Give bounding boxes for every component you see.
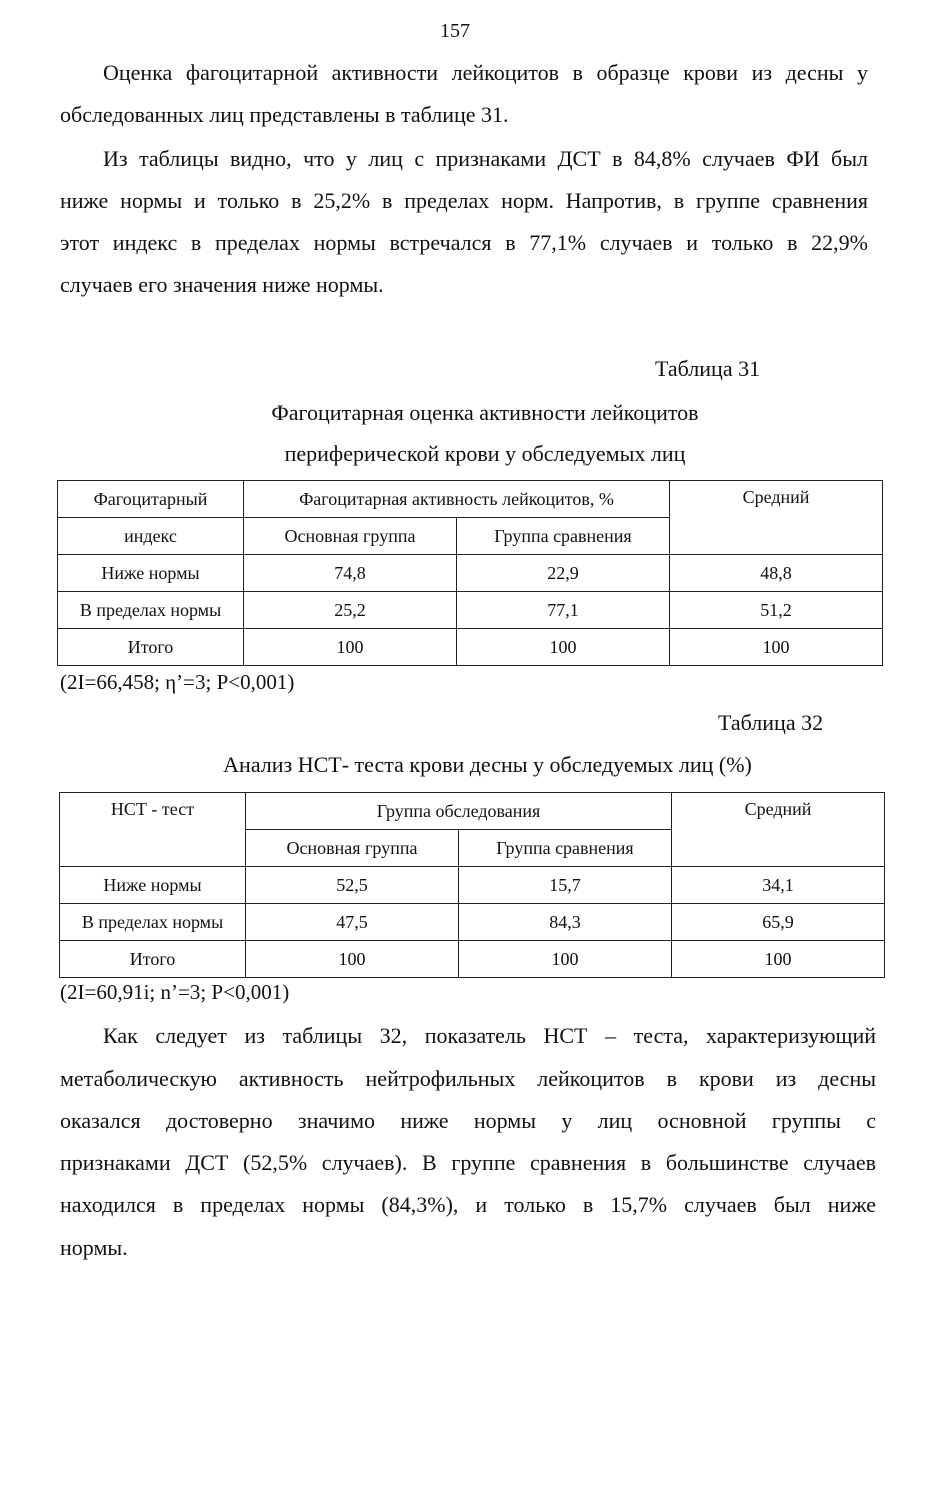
table31-header-cell: Фагоцитарный <box>58 481 244 518</box>
table-cell: 51,2 <box>670 592 883 629</box>
table-cell: 100 <box>246 941 459 978</box>
table32-header-cell: Основная группа <box>246 830 459 867</box>
table-cell: 48,8 <box>670 555 883 592</box>
table-cell: Итого <box>58 629 244 666</box>
table32-title: Анализ НСТ- теста крови десны у обследуемых лиц (%) <box>223 752 752 777</box>
table31 <box>57 480 883 666</box>
paragraph-line: нормы. <box>60 1235 128 1260</box>
table-row <box>60 867 885 904</box>
table31-header-cell: Фагоцитарная активность лейкоцитов, % <box>244 481 670 518</box>
table-cell: 34,1 <box>672 867 885 904</box>
table31-stats: (2I=66,458; η’=3; P<0,001) <box>60 670 295 694</box>
table31-label: Таблица 31 <box>655 356 761 381</box>
paragraph-line: обследованных лиц представлены в таблице 31. <box>60 102 509 127</box>
paragraph-line: оказался достоверно значимо ниже нормы у лиц основной группы с <box>60 1108 876 1133</box>
table-row <box>58 629 883 666</box>
table32-header-cell: Средний <box>672 793 885 867</box>
table-cell: 100 <box>672 941 885 978</box>
table-cell: Ниже нормы <box>60 867 246 904</box>
paragraph-line: Оценка фагоцитарной активности лейкоцитов в образце крови из десны у <box>103 60 868 85</box>
paragraph-line: ниже нормы и только в 25,2% в пределах норм. Напротив, в группе сравнения <box>60 188 868 213</box>
table-cell: 100 <box>459 941 672 978</box>
paragraph-line: метаболическую активность нейтрофильных лейкоцитов в крови из десны <box>60 1066 876 1091</box>
table-cell: В пределах нормы <box>60 904 246 941</box>
table-cell: 22,9 <box>457 555 670 592</box>
table31-title: Фагоцитарная оценка активности лейкоцитов <box>271 400 699 425</box>
table31-title: периферической крови у обследуемых лиц <box>284 441 686 466</box>
table-row <box>60 904 885 941</box>
table-row <box>60 941 885 978</box>
table-row <box>58 555 883 592</box>
table-cell: 100 <box>244 629 457 666</box>
table31-header-cell: Средний <box>670 481 883 555</box>
table-cell: 52,5 <box>246 867 459 904</box>
table-cell: 100 <box>670 629 883 666</box>
table32-header-cell: Группа обследования <box>246 793 672 830</box>
table32-header-cell: Группа сравнения <box>459 830 672 867</box>
paragraph-line: Как следует из таблицы 32, показатель НСТ – теста, характеризующий <box>103 1023 876 1048</box>
table-cell: 84,3 <box>459 904 672 941</box>
table-cell: В пределах нормы <box>58 592 244 629</box>
paragraph-line: этот индекс в пределах нормы встречался в 77,1% случаев и только в 22,9% <box>60 230 868 255</box>
table31-header-cell: Основная группа <box>244 518 457 555</box>
table-cell: 65,9 <box>672 904 885 941</box>
table32 <box>59 792 885 978</box>
table31-header-cell: Группа сравнения <box>457 518 670 555</box>
table-cell: Ниже нормы <box>58 555 244 592</box>
table-row <box>58 592 883 629</box>
paragraph-line: Из таблицы видно, что у лиц с признаками ДСТ в 84,8% случаев ФИ был <box>103 146 868 171</box>
paragraph-line: случаев его значения ниже нормы. <box>60 272 384 297</box>
table-cell: 15,7 <box>459 867 672 904</box>
table-cell: 74,8 <box>244 555 457 592</box>
table-cell: 77,1 <box>457 592 670 629</box>
table-cell: Итого <box>60 941 246 978</box>
table32-stats: (2I=60,91i; n’=3; P<0,001) <box>60 980 290 1004</box>
paragraph-line: признаками ДСТ (52,5% случаев). В группе сравнения в большинстве случаев <box>60 1150 876 1175</box>
table32-label: Таблица 32 <box>718 710 824 735</box>
table31-header-cell: индекс <box>58 518 244 555</box>
table-cell: 25,2 <box>244 592 457 629</box>
table-cell: 47,5 <box>246 904 459 941</box>
table-cell: 100 <box>457 629 670 666</box>
table32-header-cell: НСТ - тест <box>60 793 246 867</box>
page-number: 157 <box>440 20 470 42</box>
paragraph-line: находился в пределах нормы (84,3%), и только в 15,7% случаев был ниже <box>60 1192 876 1217</box>
